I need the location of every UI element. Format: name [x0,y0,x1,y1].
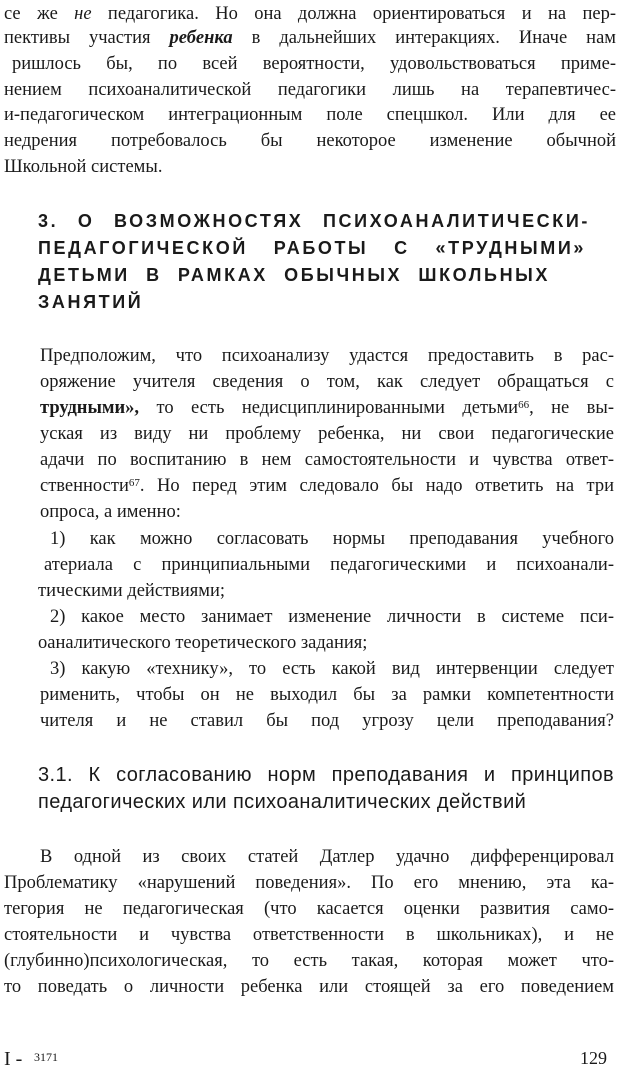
text-line: Проблематику «нарушений поведения». По его мнению, эта ка- [4,873,614,893]
text-line: опроса, а именно: [40,502,181,522]
heading-line: ЗАНЯТИЙ [38,292,144,312]
list-item-line: тическими действиями; [38,581,226,601]
text-line: ришлось бы, по всей вероятности, удовольствоваться приме- [12,54,616,74]
text-run: се же [4,4,75,24]
footnote-ref: 67 [128,477,140,489]
list-item-line: 3) какую «технику», то есть какой вид интервенции следует [50,659,614,679]
text-line: и-педагогическом интеграционным поле спецшкол. Или для ее [4,105,616,125]
heading-line: ПЕДАГОГИЧЕСКОЙ РАБОТЫ С «ТРУДНЫМИ» [38,238,586,258]
list-item-line: оаналитического теоретического задания; [38,633,368,653]
list-item-line: атериала с принципиальными педагогическими и психоанали- [44,555,614,575]
list-item-line: 1) как можно согласовать нормы преподавания учебного [50,529,614,549]
text-line: уская из виду ни проблему ребенка, ни свои педагогические [40,424,614,444]
list-item-line: рименить, чтобы он не выходил бы за рамки компетентности [40,685,614,705]
text-line: В одной из своих статей Датлер удачно дифференцировал [40,847,614,867]
text-line [40,474,614,498]
bold-text: трудными», [40,398,140,418]
heading-line: 3.1. К согласованию норм преподавания и принципов [38,764,614,786]
heading-line: педагогических или психоаналитических действий [38,791,527,813]
text-run: , не вы- [529,398,614,418]
text-line: то поведать о личности ребенка или стоящей за его поведением [4,977,614,997]
text-line: (глубинно)психологическая, то есть такая, которая может что- [4,951,614,971]
page-number: 129 [580,1048,607,1068]
footnote-ref: 66 [518,399,530,411]
list-item-line: чителя и не ставил бы под угрозу цели преподавания? [40,711,614,731]
text-line: тегория не педагогическая (что касается оценки развития само- [4,899,614,919]
text-line: адачи по воспитанию в нем самостоятельности и чувства ответ- [40,450,614,470]
text-line: оряжение учителя сведения о том, как следует обращаться с [40,372,614,392]
text-run: . Но перед этим следовало бы надо ответить на три [139,476,614,496]
list-item-line: 2) какое место занимает изменение личности в системе пси- [50,607,614,627]
signature-number: 3171 [34,1050,58,1064]
emphasis-text: ребенка [169,28,233,48]
text-run: пективы участия [4,28,170,48]
heading-line: ДЕТЬМИ В РАМКАХ ОБЫЧНЫХ ШКОЛЬНЫХ [38,265,550,285]
text-line [4,26,616,50]
text-line: Школьной системы. [4,157,163,177]
text-run: в дальнейших интеракциях. Иначе нам [232,28,616,48]
signature-mark: I - [4,1048,23,1070]
text-line: нением психоаналитической педагогики лишь на терапевтичес- [4,80,616,100]
text-line: стоятельности и чувства ответственности в школьниках), и не [4,925,614,945]
text-run: то есть недисциплинированными детьми [139,398,519,418]
heading-line: 3. О ВОЗМОЖНОСТЯХ ПСИХОАНАЛИТИЧЕСКИ- [38,211,590,231]
text-run: педагогика. Но она должна ориентироваться и на пер- [91,4,616,24]
emphasis-text: не [74,4,92,24]
text-line [40,396,614,420]
text-line: недрения потребовалось бы некоторое изменение обычной [4,131,616,151]
text-run: ственности [40,476,129,496]
text-line [4,2,616,26]
text-line: Предположим, что психоанализу удастся предоставить в рас- [40,346,614,366]
